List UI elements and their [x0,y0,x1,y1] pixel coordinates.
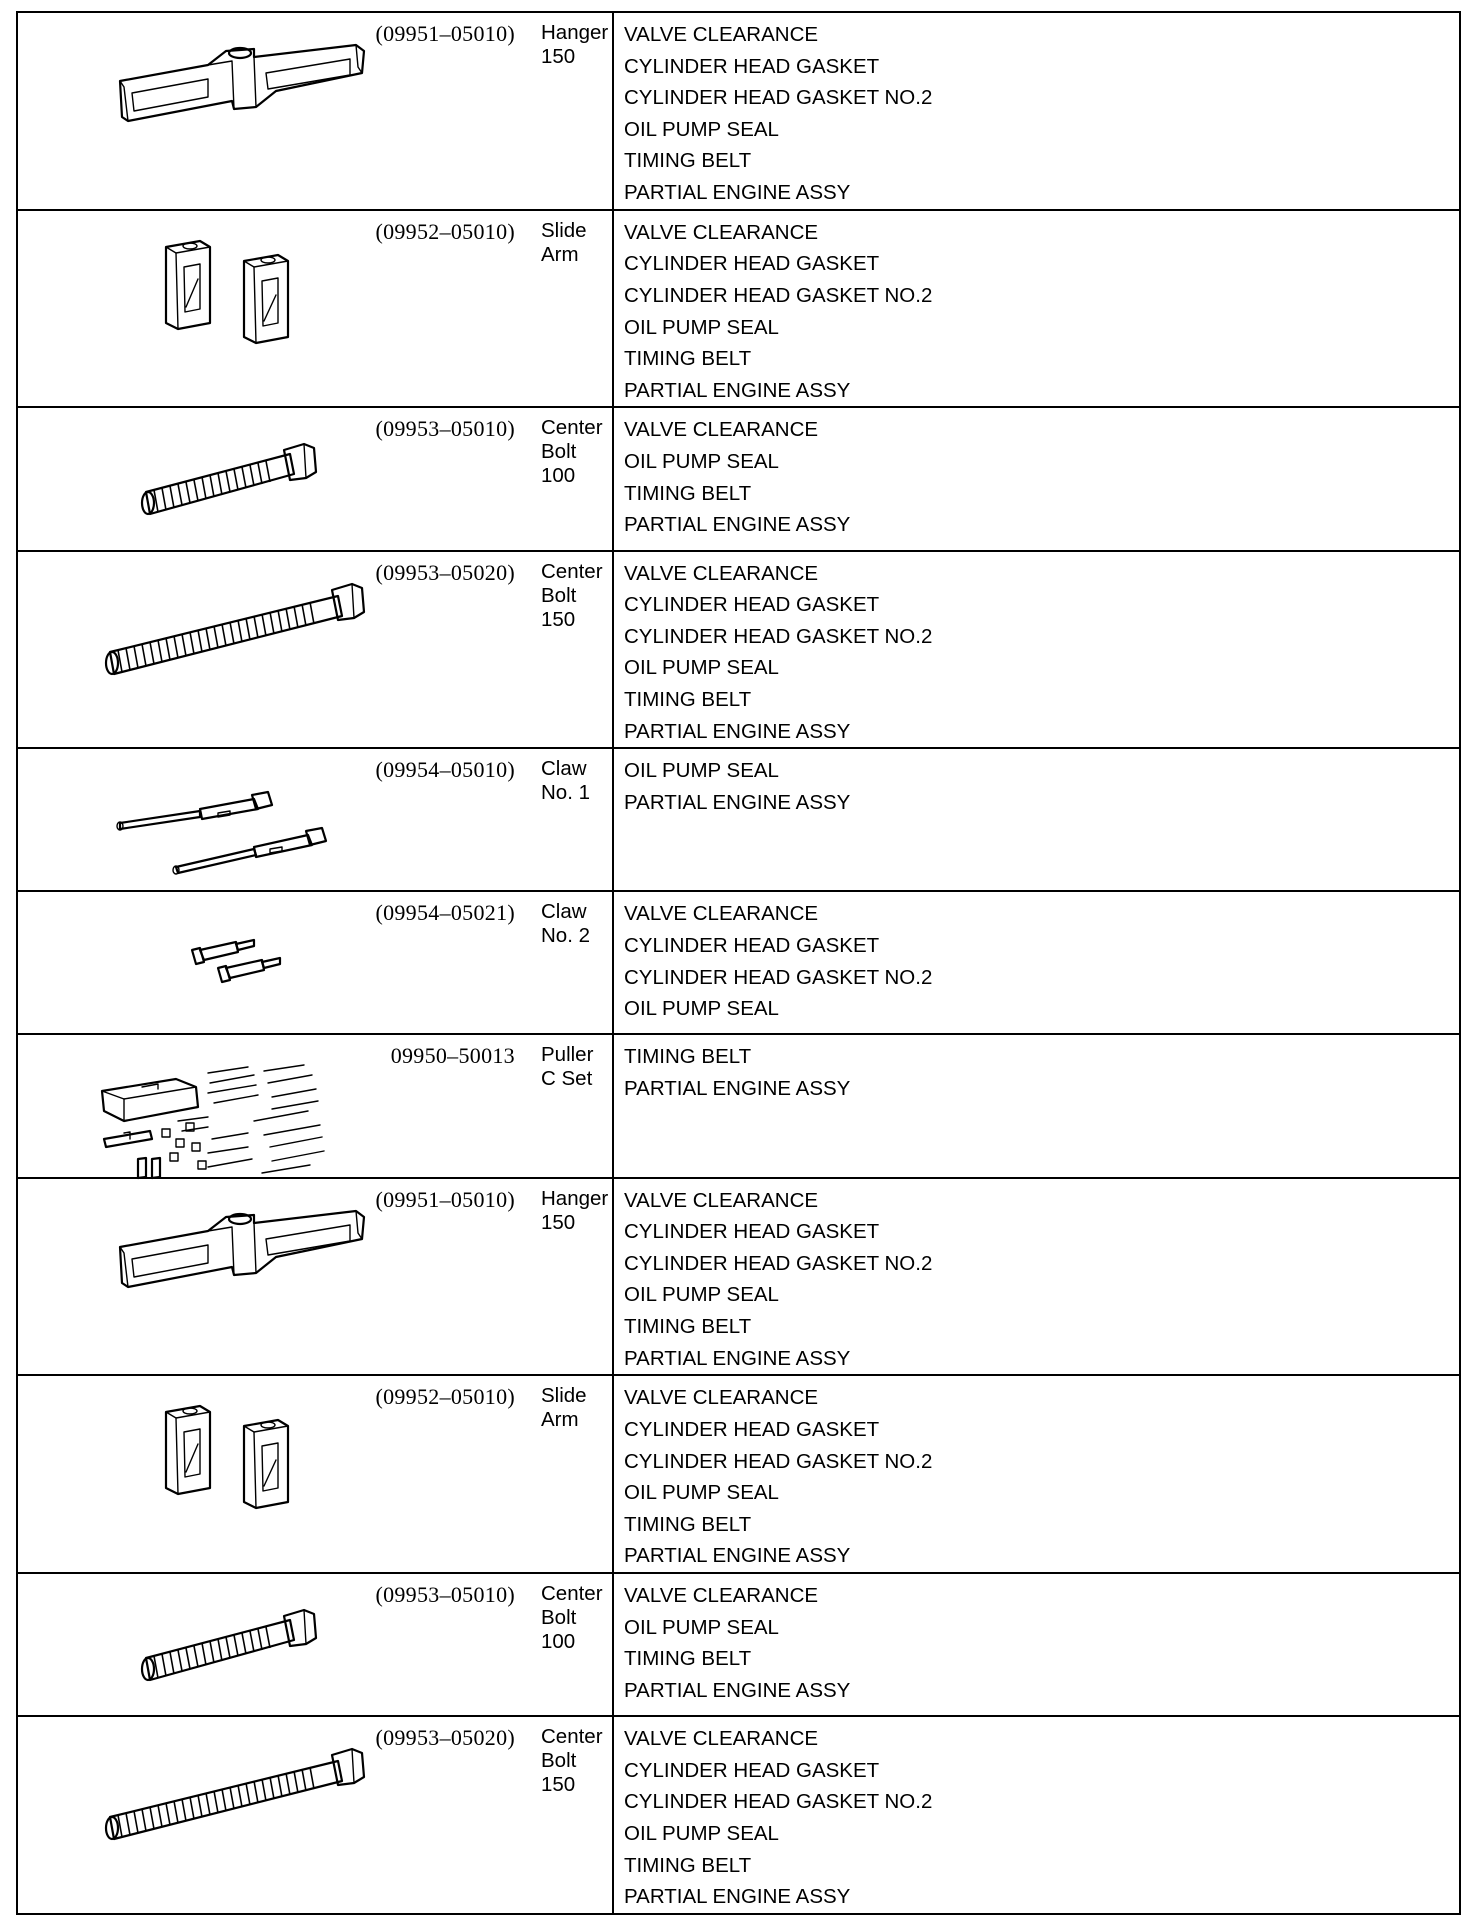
tool-name: Slide Arm [541,218,587,266]
procedure-item: VALVE CLEARANCE [624,23,819,46]
tool-id-cell [329,210,613,408]
procedure-item: OIL PUMP SEAL [624,759,779,783]
applicable-procedures-cell [613,1034,1460,1177]
procedure-item: CYLINDER HEAD GASKET NO.2 [624,965,933,989]
procedure-list [614,1574,1459,1706]
procedure-item: TIMING BELT [624,481,752,505]
tool-illustration-cell [17,1034,329,1177]
tool-illustration-cell [17,210,329,408]
tool-illustration-cell [17,1716,329,1914]
tool-row [17,1178,1460,1376]
procedure-item: PARTIAL ENGINE ASSY [624,378,851,402]
applicable-procedures-cell [613,1573,1460,1716]
part-number: (09953–05010) [375,1582,515,1608]
tool-name: Claw No. 1 [541,757,590,805]
applicable-procedures-cell [613,1716,1460,1914]
tool-row [17,407,1460,550]
procedure-item: VALVE CLEARANCE [624,1727,819,1751]
procedure-item: TIMING BELT [624,1045,752,1069]
procedure-item: PARTIAL ENGINE ASSY [624,513,851,537]
procedure-item: TIMING BELT [624,347,752,371]
procedure-list [614,552,1459,748]
procedure-item: TIMING BELT [624,687,752,711]
tool-illustration-cell [17,748,329,891]
procedure-item: OIL PUMP SEAL [624,1481,779,1505]
applicable-procedures-cell [613,1178,1460,1376]
tool-name: Hanger 150 [541,1186,609,1234]
procedure-item: VALVE CLEARANCE [624,220,819,244]
part-number: (09951–05010) [375,1186,515,1212]
tool-row [17,748,1460,891]
applicable-procedures-cell [613,12,1460,210]
procedure-list [614,13,1459,209]
procedure-item: CYLINDER HEAD GASKET [624,1417,880,1441]
procedure-item: TIMING BELT [624,1853,752,1877]
tool-illustration-cell [17,1178,329,1376]
tool-row [17,210,1460,408]
tool-name: Puller C Set [541,1043,594,1091]
tool-id-cell [329,748,613,891]
part-number: (09954–05010) [375,757,515,783]
procedure-item: CYLINDER HEAD GASKET NO.2 [624,1251,933,1275]
tool-name: Center Bolt 100 [541,1582,603,1654]
procedure-list [614,1376,1459,1572]
procedure-item: VALVE CLEARANCE [624,1386,819,1410]
procedure-item: OIL PUMP SEAL [624,117,779,141]
tool-id-cell [329,1178,613,1376]
procedure-item: CYLINDER HEAD GASKET [624,54,880,78]
part-number: (09952–05010) [375,218,515,244]
tool-name: Claw No. 2 [541,900,590,948]
part-number: (09953–05010) [375,416,515,442]
procedure-item: PARTIAL ENGINE ASSY [624,1885,851,1909]
part-number: (09953–05020) [375,559,515,585]
tool-illustration-cell [17,407,329,550]
tool-id-cell [329,1034,613,1177]
tool-id-cell [329,407,613,550]
tool-row [17,1375,1460,1573]
procedure-item: OIL PUMP SEAL [624,656,779,680]
tool-id-cell [329,891,613,1034]
applicable-procedures-cell [613,1375,1460,1573]
procedure-item: TIMING BELT [624,1512,752,1536]
tool-name: Center Bolt 150 [541,1725,603,1797]
procedure-item: PARTIAL ENGINE ASSY [624,1544,851,1568]
procedure-item: CYLINDER HEAD GASKET NO.2 [624,1449,933,1473]
procedure-list [614,408,1459,540]
procedure-item: OIL PUMP SEAL [624,315,779,339]
procedure-item: VALVE CLEARANCE [624,1188,819,1212]
tool-row [17,551,1460,749]
tool-illustration-cell [17,1375,329,1573]
applicable-procedures-cell [613,210,1460,408]
tool-illustration-cell [17,551,329,749]
procedure-item: CYLINDER HEAD GASKET NO.2 [624,1790,933,1814]
part-number: 09950–50013 [390,1043,515,1069]
tool-id-cell [329,1375,613,1573]
part-number: (09951–05010) [375,21,515,46]
procedure-item: OIL PUMP SEAL [624,997,779,1021]
tool-id-cell [329,1716,613,1914]
procedure-list [614,1179,1459,1375]
procedure-item: PARTIAL ENGINE ASSY [624,180,851,204]
procedure-item: OIL PUMP SEAL [624,1283,779,1307]
procedure-item: OIL PUMP SEAL [624,1615,779,1639]
tool-name: Center Bolt 150 [541,559,603,631]
procedure-list [614,211,1459,407]
procedure-item: VALVE CLEARANCE [624,418,819,442]
part-number: (09952–05010) [375,1384,515,1410]
procedure-item: CYLINDER HEAD GASKET [624,933,880,957]
procedure-item: CYLINDER HEAD GASKET NO.2 [624,86,933,110]
procedure-list [614,892,1459,1024]
procedure-item: VALVE CLEARANCE [624,902,819,926]
tool-id-cell [329,1573,613,1716]
procedure-item: PARTIAL ENGINE ASSY [624,719,851,743]
procedure-item: PARTIAL ENGINE ASSY [624,790,851,814]
procedure-item: VALVE CLEARANCE [624,1584,819,1608]
tool-row [17,891,1460,1034]
procedure-list [614,1035,1459,1104]
procedure-item: VALVE CLEARANCE [624,561,819,585]
tool-illustration-cell [17,1573,329,1716]
applicable-procedures-cell [613,407,1460,550]
procedure-item: OIL PUMP SEAL [624,450,779,474]
procedure-list [614,749,1459,818]
procedure-item: CYLINDER HEAD GASKET [624,1758,880,1782]
applicable-procedures-cell [613,891,1460,1034]
procedure-item: PARTIAL ENGINE ASSY [624,1077,851,1101]
procedure-list [614,1717,1459,1913]
procedure-item: PARTIAL ENGINE ASSY [624,1346,851,1370]
tool-row [17,12,1460,210]
procedure-item: TIMING BELT [624,149,752,173]
tool-id-cell [329,12,613,210]
procedure-item: CYLINDER HEAD GASKET [624,1220,880,1244]
tool-id-cell [329,551,613,749]
procedure-item: TIMING BELT [624,1314,752,1338]
tool-row [17,1034,1460,1177]
tool-name: Center Bolt 100 [541,416,603,488]
tool-name: Hanger 150 [541,21,609,68]
tool-name: Slide Arm [541,1384,587,1432]
tool-illustration-cell [17,12,329,210]
procedure-item: TIMING BELT [624,1647,752,1671]
procedure-item: OIL PUMP SEAL [624,1821,779,1845]
special-service-tools-table [16,11,1461,1915]
tool-illustration-cell [17,891,329,1034]
applicable-procedures-cell [613,551,1460,749]
procedure-item: CYLINDER HEAD GASKET NO.2 [624,624,933,648]
part-number: (09953–05020) [375,1725,515,1751]
tool-row [17,1716,1460,1914]
procedure-item: CYLINDER HEAD GASKET [624,252,880,276]
tool-row [17,1573,1460,1716]
applicable-procedures-cell [613,748,1460,891]
procedure-item: CYLINDER HEAD GASKET NO.2 [624,283,933,307]
procedure-item: PARTIAL ENGINE ASSY [624,1678,851,1702]
part-number: (09954–05021) [375,900,515,926]
procedure-item: CYLINDER HEAD GASKET [624,593,880,617]
